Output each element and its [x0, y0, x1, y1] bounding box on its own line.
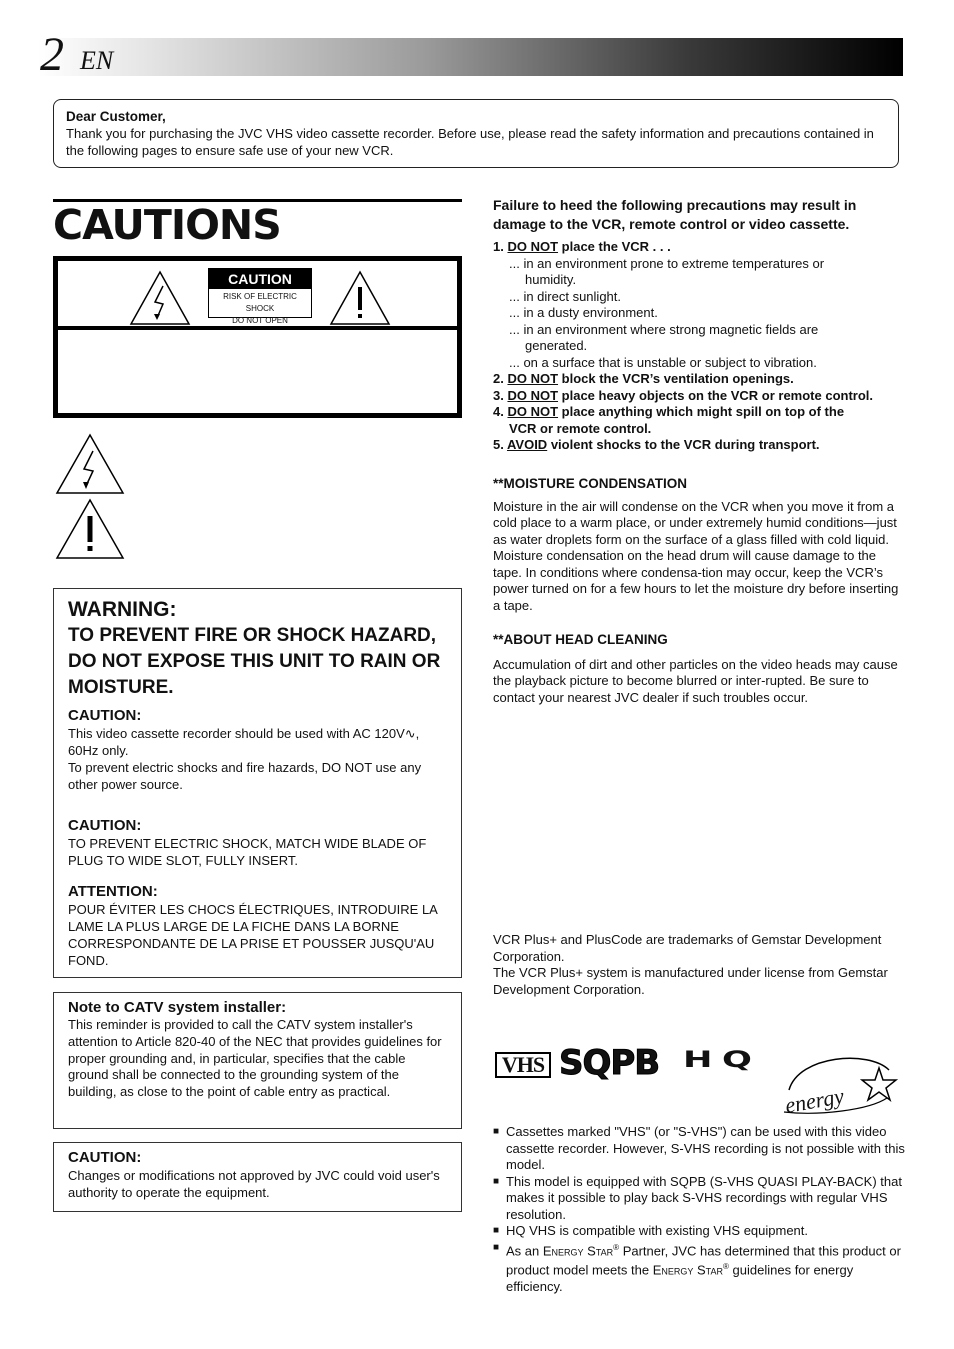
caution-chip-line2: DO NOT OPEN — [232, 316, 288, 325]
sqpb-logo: SQPB — [559, 1043, 660, 1083]
precaution-item-2: 2. DO NOT block the VCR’s ventilation openings. — [493, 371, 794, 386]
caution-label-panel — [53, 256, 462, 418]
precaution-sub-4b: generated. — [525, 338, 588, 353]
precaution-item-1: 1. DO NOT place the VCR . . . — [493, 239, 671, 254]
caution-chip-title: CAUTION — [209, 269, 311, 289]
label-divider — [58, 326, 457, 330]
precautions-title: Failure to heed the following precautions may result in damage to the VCR, remote control or video cassette. — [493, 197, 857, 232]
caution-power-title: CAUTION: — [68, 707, 142, 724]
modification-text: Changes or modifications not approved by JVC could void user's authority to operate the equipment. — [68, 1168, 440, 1200]
moisture-title: **MOISTURE CONDENSATION — [493, 476, 688, 491]
precaution-sub-5: ... on a surface that is unstable or subject to vibration. — [509, 354, 817, 370]
header-bar — [38, 38, 903, 76]
dear-customer-box — [53, 99, 899, 168]
attention-title: ATTENTION: — [68, 883, 158, 900]
precaution-item-4b: VCR or remote control. — [509, 420, 652, 436]
note-energy-star: ■ As an Energy Star® Partner, JVC has determined that this product or product model meets the Energy Star® guidelines for energy efficiency. — [493, 1240, 905, 1296]
catv-note-box — [53, 992, 462, 1129]
exclamation-warning-icon — [329, 270, 391, 326]
logo-row — [493, 1043, 908, 1118]
note-sqpb: ■ This model is equipped with SQPB (S-VHS QUASI PLAY-BACK) that makes it possible to play back S-VHS recordings with regular VHS resolution. — [493, 1174, 905, 1224]
catv-text: This reminder is provided to call the CATV system installer's attention to Article 820-40 of the NEC that provides guidelines for proper grounding and, in particular, specifies that the cable ground shall be connected to the grounding system of the building, as close to the point of cable entry as practical. — [68, 1017, 442, 1100]
warning-headline: TO PREVENT FIRE OR SHOCK HAZARD, DO NOT EXPOSE THIS UNIT TO RAIN OR MOISTURE. — [68, 625, 441, 698]
vhs-logo: VHS — [495, 1052, 551, 1078]
moisture-text: Moisture in the air will condense on the VCR when you move it from a cold place to a warm place, or under extremely humid conditions—just as water droplets form on the surface of a glass filled with cold liquid. Moisture condensation on the head drum will cause damage to the tape. In conditions where condensa-tion may occur, keep the VCR’s power turned on for a few hours to let the moisture dry before inserting a tape. — [493, 498, 899, 613]
warning-box — [53, 588, 462, 978]
trademark-line2: The VCR Plus+ system is manufactured under license from Gemstar Development Corporation. — [493, 965, 888, 997]
precaution-item-3: 3. DO NOT place heavy objects on the VCR or remote control. — [493, 387, 874, 403]
caution-chip — [208, 268, 312, 325]
precaution-sub-4: ... in an environment where strong magnetic fields are — [509, 321, 819, 337]
caution-power-text2: To prevent electric shocks and fire hazards, DO NOT use any other power source. — [68, 760, 422, 792]
dear-customer-title: Dear Customer, — [66, 109, 166, 124]
precaution-sub-1b: humidity. — [525, 272, 577, 287]
caution-chip-line1: RISK OF ELECTRIC SHOCK — [223, 292, 297, 313]
precaution-item-4: 4. DO NOT place anything which might spill on top of the — [493, 404, 845, 419]
precautions-list — [493, 239, 905, 454]
precaution-sub-3: ... in a dusty environment. — [509, 305, 658, 320]
head-cleaning-title: **ABOUT HEAD CLEANING — [493, 632, 668, 647]
exclamation-symbol-icon — [55, 498, 125, 560]
head-cleaning-section — [493, 632, 905, 706]
dear-customer-text: Thank you for purchasing the JVC VHS video cassette recorder. Before use, please read the safety information and precautions contained in the following pages to ensure safe use of your new VCR. — [66, 126, 874, 158]
trademark-section — [493, 932, 905, 998]
hq-logo: HQ — [683, 1048, 762, 1073]
modification-title: CAUTION: — [68, 1149, 142, 1166]
moisture-section — [493, 476, 905, 614]
head-cleaning-text: Accumulation of dirt and other particles on the video heads may cause the playback picture to become blurred or inter-rupted. Be sure to contact your nearest JVC dealer if such troubles occur. — [493, 656, 898, 705]
page-language: EN — [80, 46, 114, 75]
modification-caution-box — [53, 1142, 462, 1212]
page-number: 2 — [40, 28, 64, 81]
attention-text: POUR ÉVITER LES CHOCS ÉLECTRIQUES, INTRODUIRE LA LAME LA PLUS LARGE DE LA FICHE DANS LA BORNE CORRESPONDANTE DE LA PRISE ET POUSSER JUSQU'AU FOND. — [68, 902, 438, 968]
caution-plug-title: CAUTION: — [68, 817, 142, 834]
caution-plug-text: TO PREVENT ELECTRIC SHOCK, MATCH WIDE BLADE OF PLUG TO WIDE SLOT, FULLY INSERT. — [68, 836, 427, 868]
trademark-line1: VCR Plus+ and PlusCode are trademarks of Gemstar Development Corporation. — [493, 932, 882, 964]
energy-logo-text: energy — [783, 1083, 846, 1118]
lightning-symbol-icon — [55, 433, 125, 495]
note-hq: ■ HQ VHS is compatible with existing VHS equipment. — [493, 1223, 905, 1240]
note-vhs: ■ Cassettes marked "VHS" (or "S-VHS") can be used with this video cassette recorder. However, S-VHS recording is not possible with this model. — [493, 1124, 905, 1174]
precaution-item-5: 5. AVOID violent shocks to the VCR during transport. — [493, 437, 820, 452]
notes-list — [493, 1124, 905, 1296]
lightning-warning-icon — [129, 270, 191, 326]
precaution-sub-2: ... in direct sunlight. — [509, 288, 621, 304]
catv-title: Note to CATV system installer: — [68, 999, 287, 1016]
page-title: CAUTIONS — [53, 201, 281, 249]
warning-title: WARNING: — [68, 598, 177, 621]
precaution-sub-1: ... in an environment prone to extreme temperatures or — [509, 255, 825, 271]
caution-power-text: This video cassette recorder should be used with AC 120V∿, 60Hz only. — [68, 726, 420, 758]
